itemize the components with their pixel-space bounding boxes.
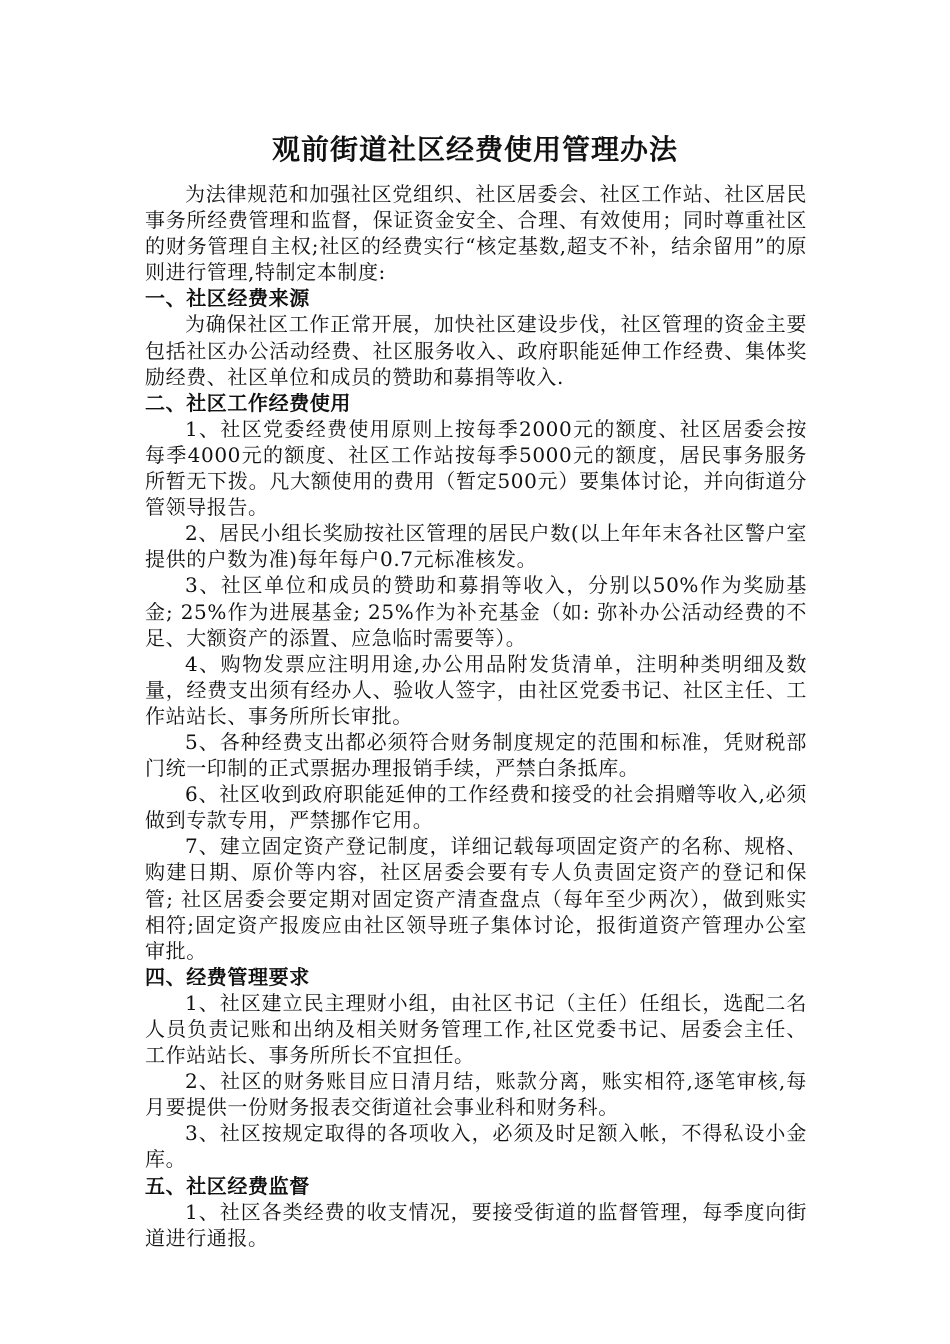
section-funding-sources xyxy=(145,285,807,389)
section-paragraph: 1、社区党委经费使用原则上按每季2000元的额度、社区居委会按每季4000元的额度、社区工作站按每季5000元的额度，居民事务服务所暂无下拨。凡大额使用的费用（暂定500元）要集体讨论，并向街道分管领导报告。 xyxy=(145,416,807,520)
section-paragraph: 1、社区各类经费的收支情况，要接受街道的监督管理，每季度向街道进行通报。 xyxy=(145,1199,807,1250)
section-paragraph: 2、社区的财务账目应日清月结，账款分离，账实相符,逐笔审核,每月要提供一份财务报表交街道社会事业科和财务科。 xyxy=(145,1069,807,1120)
section-paragraph: 4、购物发票应注明用途,办公用品附发货清单，注明种类明细及数量，经费支出须有经办人、验收人签字，由社区党委书记、社区主任、工作站站长、事务所所长审批。 xyxy=(145,651,807,728)
section-heading: 五、社区经费监督 xyxy=(145,1173,310,1198)
document-body xyxy=(145,181,807,1251)
section-paragraph: 3、社区按规定取得的各项收入，必须及时足额入帐，不得私设小金库。 xyxy=(145,1121,807,1172)
section-heading: 四、经费管理要求 xyxy=(145,964,310,989)
section-paragraph: 为确保社区工作正常开展，加快社区建设步伐，社区管理的资金主要包括社区办公活动经费、社区服务收入、政府职能延伸工作经费、集体奖励经费、社区单位和成员的赞助和募捐等收入. xyxy=(145,312,807,389)
section-paragraph: 7、建立固定资产登记制度，详细记载每项固定资产的名称、规格、购建日期、原价等内容，社区居委会要有专人负责固定资产的登记和保管; 社区居委会要定期对固定资产清查盘点（每年至少两次），做到账实相符;固定资产报废应由社区领导班子集体讨论，报街道资产管理办公室审批。 xyxy=(145,834,808,963)
section-heading: 一、社区经费来源 xyxy=(145,286,310,311)
section-paragraph: 6、社区收到政府职能延伸的工作经费和接受的社会捐赠等收入,必须做到专款专用，严禁挪作它用。 xyxy=(145,782,807,833)
section-paragraph: 1、社区建立民主理财小组，由社区书记（主任）任组长，选配二名人员负责记账和出纳及相关财务管理工作,社区党委书记、居委会主任、工作站站长、事务所所长不宜担任。 xyxy=(145,990,807,1068)
section-fund-usage xyxy=(145,390,807,964)
document-title: 观前街道社区经费使用管理办法 xyxy=(271,133,678,166)
section-paragraph: 5、各种经费支出都必须符合财务制度规定的范围和标准，凭财税部门统一印制的正式票据办理报销手续，严禁白条抵库。 xyxy=(145,729,807,781)
section-supervision xyxy=(145,1173,807,1251)
intro-paragraph: 为法律规范和加强社区党组织、社区居委会、社区工作站、社区居民事务所经费管理和监督，保证资金安全、合理、有效使用；同时尊重社区的财务管理自主权;社区的经费实行“核定基数,超支不补，结余留用”的原则进行管理,特制定本制度: xyxy=(145,182,807,285)
section-paragraph: 2、居民小组长奖励按社区管理的居民户数(以上年年末各社区警户室提供的户数为准)每年每户0.7元标准核发。 xyxy=(145,521,807,572)
section-management-requirements xyxy=(145,964,807,1173)
section-heading: 二、社区工作经费使用 xyxy=(145,390,351,415)
section-paragraph: 3、社区单位和成员的赞助和募捐等收入，分别以50%作为奖励基金; 25%作为进展基金; 25%作为补充基金（如: 弥补办公活动经费的不足、大额资产的添置、应急临时需要等）。 xyxy=(145,573,807,650)
